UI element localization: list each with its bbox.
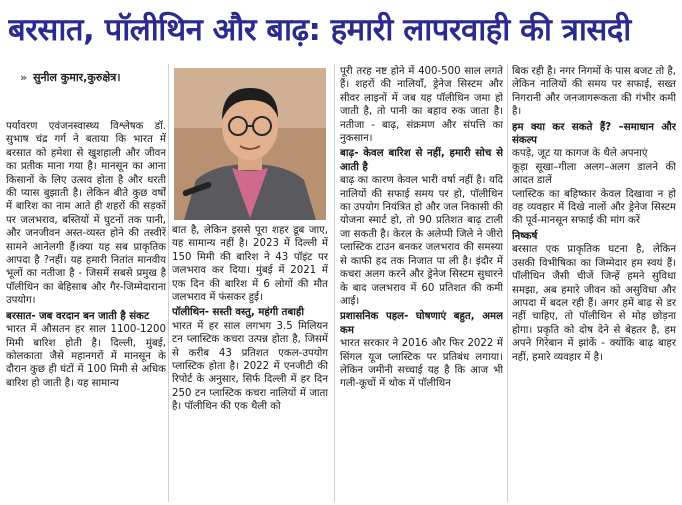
column-divider	[507, 64, 508, 502]
paragraph: भारत में औसतन हर साल 1100-1200 मिमी बारिश होती है। दिल्ली, मुंबई, कोलकाता जैसे महानगरों में मानसून के दौरान कुछ ही घंटों में 100 मिमी से अधिक बारिश हो जाती है। यह सामान्य	[6, 324, 166, 389]
paragraph: भारत में हर साल लगभग 3.5 मिलियन टन प्लास्टिक कचरा उत्पन्न होता है, जिसमें से करीब 43 प्रतिशत एकल-उपयोग प्लास्टिक होता है। 2022 में एनजीटी की रिपोर्ट के अनुसार, सिर्फ दिल्ली में हर दिन 250 टन प्लास्टिक कचरा नालियों में जाता है। पॉलीथिन की एक थैली को	[172, 320, 328, 413]
byline	[20, 70, 121, 85]
paragraph: भारत सरकार ने 2016 और फिर 2022 में सिंगल यूज प्लास्टिक पर प्रतिबंध लगाया। लेकिन जमीनी सच्चाई यह है कि आज भी गली-कूचों में थोक में पॉलीथिन	[340, 338, 503, 390]
article-column-3	[340, 65, 503, 502]
column-divider	[334, 64, 335, 502]
subheading: निष्कर्ष	[512, 230, 538, 242]
article-headline: बरसात, पॉलीथिन और बाढ़: हमारी लापरवाही की त्रासदी	[8, 12, 631, 48]
article-column-4	[512, 65, 676, 502]
paragraph: बरसात एक प्राकृतिक घटना है, लेकिन उसकी विभीषिका का जिम्मेदार हम स्वयं हैं। पॉलीथिन जैसी चीजें जिन्हें हमने सुविधा समझा, अब हमारे जीवन को असुविधा और आपदा में बदल रही हैं। अगर हमें बाढ़ से डर नहीं चाहिए, तो पॉलीथिन से मोह छोड़ना होगा। प्रकृति को दोष देने से बेहतर है, हम अपने गिरेबान में झांकें - क्योंकि बाढ़ बाहर नहीं, हमारे व्यवहार में है।	[512, 244, 676, 363]
byline-author: सुनील कुमार,कुरुक्षेत्र।	[33, 71, 121, 84]
paragraph: बाढ़ का कारण केवल भारी वर्षा नहीं है। यदि नालियों की सफाई समय पर हो, पॉलीथिन का उपयोग नियंत्रित हो और जल निकासी की योजना स्मार्ट हो, तो 90 प्रतिशत बाढ़ टाली जा सकती है। केरल के अलेप्पी जिले ने जीरो प्लास्टिक टाउन बनकर जलभराव की समस्या से काफी हद तक निजात पा ली है। इंदौर में कचरा अलग करने और ड्रेनेज सिस्टम सुधारने के बाद जलभराव में 60 प्रतिशत की कमी आई।	[340, 175, 503, 307]
author-photo	[174, 68, 326, 220]
list-item: प्लास्टिक का बहिष्कार केवल दिखावा न हो वह व्यवहार में दिखे नालों और ड्रेनेज सिस्टम की पूर्व-मानसून सफाई की मांग करें	[512, 188, 676, 227]
paragraph: पूरी तरह नष्ट होने में 400-500 साल लगते हैं। शहरों की नालियाँ, ड्रेनेज सिस्टम और सीवर लाइनों में जब यह पॉलीथिन जमा हो जाती है, तो पानी का बहाव रुक जाता है। नतीजा - बाढ़, संक्रमण और संपत्ति का नुकसान।	[340, 66, 503, 145]
subheading: बरसात- जब वरदान बन जाती है संकट	[6, 310, 150, 322]
paragraph: पर्यावरण एवंजनस्वास्थ्य विश्लेषक डॉ. सुभाष चंद्र गर्ग ने बताया कि भारत में बरसात को हमेशा से खुशहाली और जीवन का प्रतीक माना गया है। मानसून का आना किसानों के लिए उत्सव होता है और धरती की प्यास बुझाती है। लेकिन बीते कुछ वर्षों में बारिश का नाम आते ही शहरों की सड़कों पर जलभराव, बस्तियों में घुटनों तक पानी, और जनजीवन अस्त-व्यस्त होने की तस्वीरें सामने आनेलगी हैं।क्या यह सब प्राकृतिक आपदा है ?नहीं। यह हमारी नितांत मानवीय भूलों का नतीजा है - जिसमें सबसे प्रमुख है पॉलीथिन का बेहिसाब और गैर-जिम्मेदाराना उपयोग।	[6, 121, 166, 307]
column-divider	[168, 64, 169, 502]
article-column-2	[172, 224, 328, 502]
list-item: कपड़े, जूट या कागज के थैले अपनाएं	[512, 148, 648, 160]
subheading: पॉलीथिन- सस्ती वस्तु, महंगी तबाही	[172, 307, 304, 319]
list-item: कूड़ा सूखा–गीला अलग–अलग डालने की आदत डालें	[512, 161, 676, 187]
subheading: प्रशासनिक पहल- घोषणाएं बहुत, अमल कम	[340, 311, 503, 336]
subheading: हम क्या कर सकते हैं? –समाधान और संकल्प	[512, 121, 676, 147]
person-portrait-icon	[174, 68, 326, 220]
byline-marker-icon: »	[20, 71, 28, 84]
paragraph: बात है, लेकिन इससे पूरा शहर डूब जाए, यह सामान्य नहीं है। 2023 में दिल्ली में 150 मिमी की बारिश ने 43 पॉइंट पर जलभराव कर दिया। मुंबई में 2021 में एक दिन की बारिश में 6 लोगों की मौत जलभराव में फंसकर हुई।	[172, 225, 328, 304]
article-column-1	[6, 120, 166, 502]
paragraph: बिक रही है। नगर निगमों के पास बजट तो है, लेकिन नालियों की समय पर सफाई, सख्त निगरानी और जनजागरूकता की गंभीर कमी है।	[512, 66, 676, 118]
subheading: बाढ़- केवल बारिश से नहीं, हमारी सोच से आती है	[340, 148, 503, 173]
